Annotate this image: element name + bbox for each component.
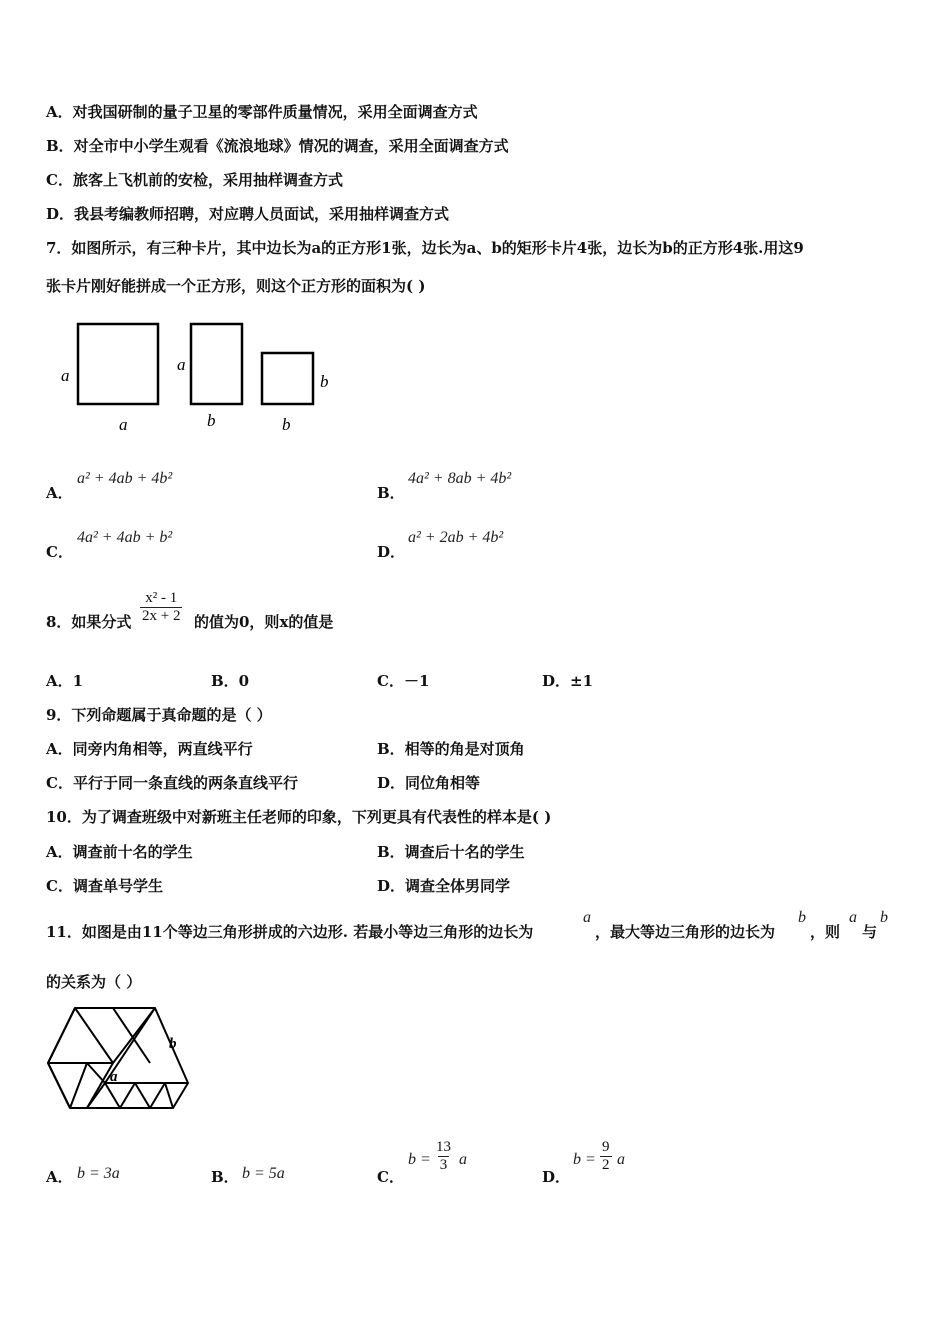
- q11-option-b-label: B．: [211, 1168, 239, 1186]
- q6-option-b: B．对全市中小学生观看《流浪地球》情况的调查，采用全面调查方式: [46, 137, 509, 155]
- q11-option-d-lhs: b =: [573, 1151, 596, 1168]
- q7-option-a-expr: a² + 4ab + 4b²: [77, 470, 173, 487]
- label-b-bottom: b: [282, 415, 291, 434]
- q11-option-c-num: 13: [436, 1139, 451, 1155]
- card-square-b: [262, 353, 313, 404]
- q11-stem-part3: ，则: [810, 923, 841, 941]
- q7-cards-figure: [55, 315, 345, 440]
- label-b-right: b: [320, 372, 329, 391]
- q11-var-a: a: [583, 909, 591, 926]
- q8-option-c: C．－1: [377, 672, 430, 690]
- q7-option-d-expr: a² + 2ab + 4b²: [408, 529, 504, 546]
- q8-denominator: 2x + 2: [142, 608, 181, 624]
- q11-stem-part2: ，最大等边三角形的边长为: [595, 923, 776, 941]
- q7-stem-line2: 张卡片刚好能拼成一个正方形，则这个正方形的面积为( ): [46, 277, 426, 295]
- q11-option-a-expr: b = 3a: [77, 1165, 120, 1182]
- q11-option-d-fraction: [600, 1139, 612, 1174]
- q10-option-d: D．调查全体男同学: [377, 877, 511, 895]
- q10-option-c: C．调查单号学生: [46, 877, 163, 895]
- card-square-a: [78, 324, 158, 404]
- q6-option-c: C．旅客上飞机前的安检，采用抽样调查方式: [46, 171, 343, 189]
- q7-option-c-label: C．: [46, 543, 73, 561]
- q8-option-a: A．1: [46, 672, 84, 690]
- hex-label-a: a: [110, 1069, 118, 1085]
- q6-option-d: D．我县考编教师招聘，对应聘人员面试，采用抽样调查方式: [46, 205, 450, 223]
- q7-stem-line1: 7．如图所示，有三种卡片，其中边长为a的正方形1张，边长为a、b的矩形卡片4张，边长为b的正方形4张.用这9: [46, 239, 804, 257]
- q11-option-c-fraction: [434, 1139, 453, 1174]
- q11-var-a2: a: [849, 909, 857, 926]
- label-a-rect: a: [177, 355, 186, 374]
- q7-option-d-label: D．: [377, 543, 406, 561]
- q10-stem: 10．为了调查班级中对新班主任老师的印象，下列更具有代表性的样本是( ): [46, 808, 552, 826]
- q7-option-c-expr: 4a² + 4ab + b²: [77, 529, 173, 546]
- q11-option-a-label: A．: [46, 1168, 73, 1186]
- q7-option-a-label: A．: [46, 484, 73, 502]
- q11-var-b: b: [798, 909, 806, 926]
- q9-stem: 9．下列命题属于真命题的是（ ）: [46, 706, 272, 724]
- q8-option-d: D．±1: [542, 672, 594, 690]
- label-a-bottom: a: [119, 415, 128, 434]
- label-a-left: a: [61, 366, 70, 385]
- q11-var-b2: b: [880, 909, 888, 926]
- q6-option-a: A．对我国研制的量子卫星的零部件质量情况，采用全面调查方式: [46, 103, 478, 121]
- hex-label-b: b: [169, 1036, 177, 1052]
- q11-stem-part1: 11．如图是由11个等边三角形拼成的六边形. 若最小等边三角形的边长为: [46, 923, 534, 941]
- q11-option-d-den: 2: [602, 1157, 610, 1173]
- q11-stem-line2: 的关系为（ ）: [46, 973, 142, 991]
- q11-option-c-lhs: b =: [408, 1151, 431, 1168]
- q10-option-b: B．调查后十名的学生: [377, 843, 525, 861]
- label-b-rect: b: [207, 411, 216, 430]
- q11-option-d-var: a: [617, 1151, 625, 1168]
- q11-option-c-den: 3: [439, 1157, 448, 1173]
- q8-stem-prefix: 8．如果分式: [46, 613, 132, 631]
- q11-option-c-label: C．: [377, 1168, 404, 1186]
- q11-option-c-var: a: [459, 1151, 467, 1168]
- q9-option-c: C．平行于同一条直线的两条直线平行: [46, 774, 298, 792]
- card-rect-ab: [191, 324, 242, 404]
- q8-fraction: [140, 590, 182, 625]
- q11-stem-part4: 与: [862, 923, 878, 941]
- q10-option-a: A．调查前十名的学生: [46, 843, 193, 861]
- q8-stem-suffix: 的值为0，则x的值是: [194, 613, 334, 631]
- q11-option-d-num: 9: [602, 1139, 610, 1155]
- q8-numerator: x² - 1: [145, 590, 178, 606]
- q9-option-b: B．相等的角是对顶角: [377, 740, 525, 758]
- q11-option-b-expr: b = 5a: [242, 1165, 285, 1182]
- q9-option-a: A．同旁内角相等，两直线平行: [46, 740, 253, 758]
- q11-option-d-label: D．: [542, 1168, 571, 1186]
- q9-option-d: D．同位角相等: [377, 774, 481, 792]
- q7-option-b-expr: 4a² + 8ab + 4b²: [408, 470, 512, 487]
- q11-hexagon-figure: [45, 1005, 195, 1111]
- q8-option-b: B．0: [211, 672, 250, 690]
- q7-option-b-label: B．: [377, 484, 405, 502]
